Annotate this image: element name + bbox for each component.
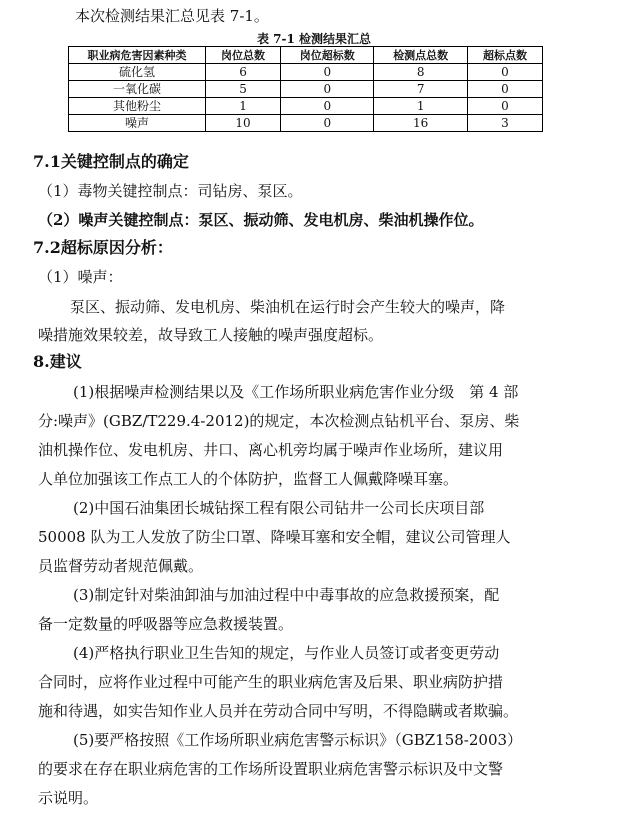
header-post-total: 岗位总数: [206, 47, 281, 64]
rec-4-line: 施和待遇，如实告知作业人员并在劳动合同中写明，不得隐瞒或者欺骗。: [38, 702, 519, 720]
s71-item-1: （1）毒物关键控制点：司钻房、泵区。: [38, 182, 303, 200]
table-cell: 其他粉尘: [69, 98, 206, 115]
table-cell: 一氧化碳: [69, 81, 206, 98]
table-cell: 0: [281, 64, 374, 81]
table-row: [69, 81, 543, 98]
rec-1-line: 人单位加强该工作点工人的个体防护，监督工人佩戴降噪耳塞。: [38, 470, 459, 488]
table-caption: 表 7-1 检测结果汇总: [256, 32, 372, 46]
rec-3-line: (3)制定针对柴油卸油与加油过程中中毒事故的应急救援预案，配: [73, 586, 500, 604]
rec-4-line: (4)严格执行职业卫生告知的规定，与作业人员签订或者变更劳动: [73, 644, 500, 662]
rec-2-line: (2)中国石油集团长城钻探工程有限公司钻井一公司长庆项目部: [73, 499, 485, 517]
rec-2-line: 员监督劳动者规范佩戴。: [38, 557, 204, 575]
rec-4-line: 合同时，应将作业过程中可能产生的职业病危害及后果、职业病防护措: [38, 673, 504, 691]
s72-item-1: （1）噪声：: [38, 268, 123, 286]
table-cell: 0: [281, 115, 374, 132]
table-cell: 0: [467, 98, 542, 115]
s72-paragraph-line: 泵区、振动筛、发电机房、柴油机在运行时会产生较大的噪声，降: [70, 298, 506, 316]
rec-1-line: 油机操作位、发电机房、井口、离心机旁均属于噪声作业场所，建议用: [38, 441, 504, 459]
section-8-heading: 8.建议: [33, 352, 82, 371]
table-cell: 1: [374, 98, 467, 115]
table-cell: 0: [281, 98, 374, 115]
table-cell: 6: [206, 64, 281, 81]
rec-5-line: 的要求在存在职业病危害的工作场所设置职业病危害警示标识及中文警: [38, 760, 504, 778]
rec-5-line: (5)要严格按照《工作场所职业病危害警示标识》（GBZ158-2003）: [73, 731, 523, 749]
header-point-total: 检测点总数: [374, 47, 467, 64]
section-7-2-heading: 7.2超标原因分析：: [33, 238, 173, 257]
table-cell: 8: [374, 64, 467, 81]
table-cell: 1: [206, 98, 281, 115]
table-cell: 噪声: [69, 115, 206, 132]
table-cell: 硫化氢: [69, 64, 206, 81]
header-post-exceed: 岗位超标数: [281, 47, 374, 64]
rec-1-line: 分:噪声》(GBZ/T229.4-2012)的规定，本次检测点钻机平台、泵房、柴: [38, 412, 520, 430]
section-7-1-heading: 7.1关键控制点的确定: [33, 152, 189, 171]
table-row: [69, 98, 543, 115]
intro-text: 本次检测结果汇总见表 7-1。: [75, 7, 269, 25]
results-table: [68, 46, 543, 132]
table-cell: 0: [281, 81, 374, 98]
table-cell: 5: [206, 81, 281, 98]
table-row: [69, 64, 543, 81]
s71-item-2: （2）噪声关键控制点：泵区、振动筛、发电机房、柴油机操作位。: [38, 211, 484, 229]
header-point-exceed: 超标点数: [467, 47, 542, 64]
rec-3-line: 备一定数量的呼吸器等应急救援装置。: [38, 615, 294, 633]
table-cell: 0: [467, 64, 542, 81]
table-cell: 0: [467, 81, 542, 98]
table-cell: 10: [206, 115, 281, 132]
rec-5-line: 示说明。: [38, 789, 99, 807]
rec-1-line: (1)根据噪声检测结果以及《工作场所职业病危害作业分级 第 4 部: [73, 383, 519, 401]
header-hazard-type: 职业病危害因素种类: [69, 47, 206, 64]
rec-2-line: 50008 队为工人发放了防尘口罩、降噪耳塞和安全帽，建议公司管理人: [38, 528, 511, 546]
s72-paragraph-line: 噪措施效果较差，故导致工人接触的噪声强度超标。: [38, 326, 384, 344]
table-cell: 3: [467, 115, 542, 132]
table-header-row: [69, 47, 543, 64]
table-cell: 16: [374, 115, 467, 132]
table-row: [69, 115, 543, 132]
table-cell: 7: [374, 81, 467, 98]
